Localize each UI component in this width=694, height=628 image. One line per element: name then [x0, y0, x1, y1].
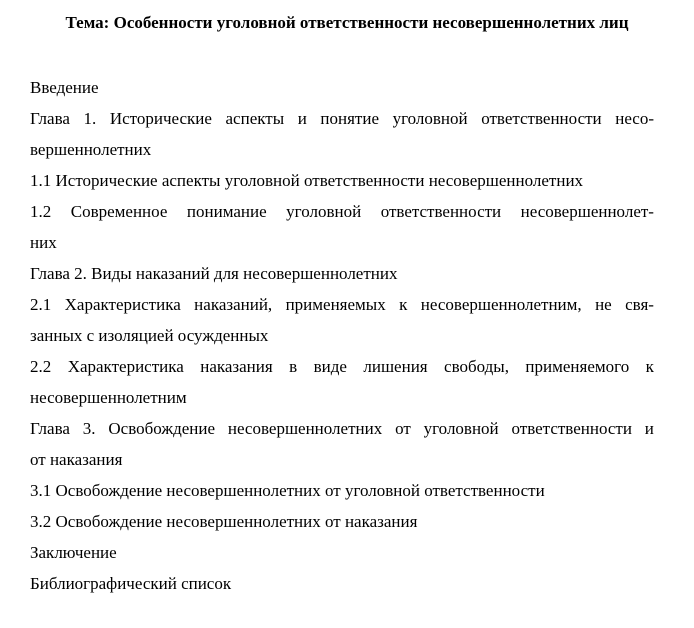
toc-item-introduction [30, 72, 654, 103]
toc-line: 2.2 Характеристика наказания в виде лишения свободы, применяемого к [30, 357, 654, 376]
toc-line: несовершеннолетним [30, 388, 187, 407]
toc-item-chapter-2 [30, 258, 654, 289]
document-title: Тема: Особенности уголовной ответственности несовершеннолетних лиц [65, 13, 629, 32]
toc-item-chapter-3 [30, 413, 654, 475]
toc-line: Глава 2. Виды наказаний для несовершеннолетних [30, 264, 398, 283]
toc-line: занных с изоляцией осужденных [30, 326, 269, 345]
toc-line: 3.2 Освобождение несовершеннолетних от наказания [30, 512, 418, 531]
toc-item-section-2-1 [30, 289, 654, 351]
toc-item-section-2-2 [30, 351, 654, 413]
toc-line: 2.1 Характеристика наказаний, применяемых к несовершеннолетним, не свя- [30, 295, 654, 314]
toc-item-chapter-1 [30, 103, 654, 165]
toc-item-bibliography [30, 568, 654, 599]
toc-line: Глава 3. Освобождение несовершеннолетних от уголовной ответственности и [30, 419, 654, 438]
toc-line: Глава 1. Исторические аспекты и понятие уголовной ответственности несо- [30, 109, 654, 128]
toc-line: Заключение [30, 543, 117, 562]
toc-line: Введение [30, 78, 99, 97]
toc-line: 1.1 Исторические аспекты уголовной ответственности несовершеннолетних [30, 171, 584, 190]
toc-line: вершеннолетних [30, 140, 152, 159]
toc-item-conclusion [30, 537, 654, 568]
toc-line: 3.1 Освобождение несовершеннолетних от уголовной ответственности [30, 481, 545, 500]
toc-item-section-3-2 [30, 506, 654, 537]
table-of-contents [30, 72, 654, 599]
toc-line: от наказания [30, 450, 123, 469]
toc-item-section-1-1 [30, 165, 654, 196]
toc-item-section-1-2 [30, 196, 654, 258]
toc-item-section-3-1 [30, 475, 654, 506]
toc-line: них [30, 233, 57, 252]
toc-line: 1.2 Современное понимание уголовной ответственности несовершеннолет- [30, 202, 654, 221]
toc-line: Библиографический список [30, 574, 232, 593]
